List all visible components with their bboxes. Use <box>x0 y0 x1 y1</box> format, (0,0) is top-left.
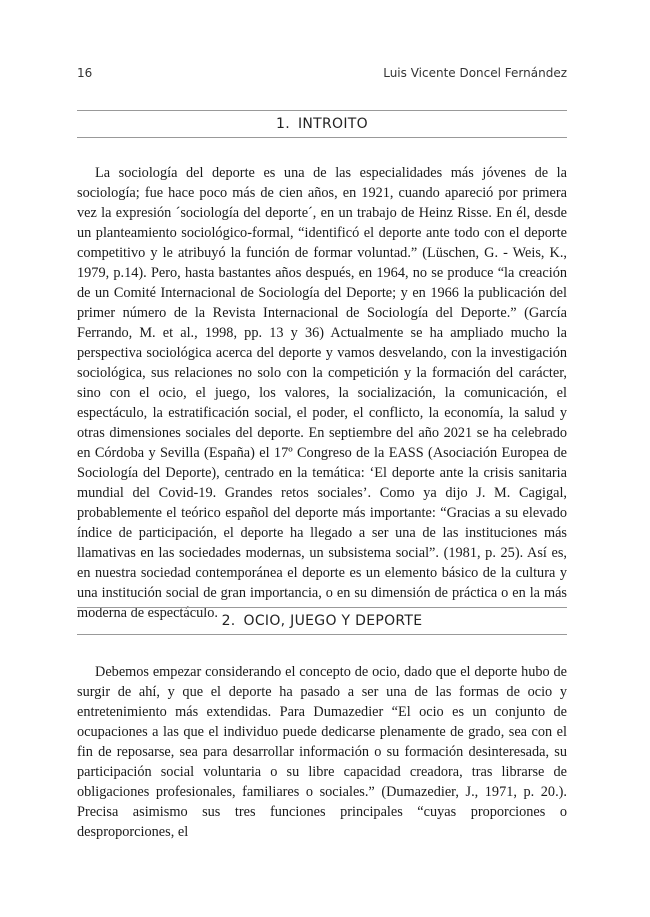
section-title: OCIO, JUEGO Y DEPORTE <box>243 613 423 629</box>
page-number: 16 <box>77 66 93 80</box>
section-heading-ocio <box>77 607 567 635</box>
body-paragraph-introito <box>77 163 567 623</box>
running-head-author: Luis Vicente Doncel Fernández <box>383 66 567 80</box>
section-title: INTROITO <box>297 116 368 132</box>
body-paragraph-ocio <box>77 662 567 842</box>
section-heading-introito <box>77 110 567 138</box>
section-number: 1. <box>276 116 290 132</box>
paragraph-text: La sociología del deporte es una de las especialidades más jóvenes de la sociología; fue hace poco más de cien años, en 1921, cuando apareció por primera vez la expresión ´sociología del deporte´, en un trabajo de Heinz Risse. En él, desde un planteamiento sociológico-formal, “identificó el deporte ante todo con el deporte competitivo y le atribuyó la función de formar voluntad.” (Lüschen, G. - Weis, K., 1979, p.14). Pero, hasta bastantes años después, en 1964, no se produce “la creación de un Comité Internacional de Sociología del Deporte; y en 1966 la publicación del primer número de la Revista Internacional de Sociología del Deporte.” (García Ferrando, M. et al., 1998, pp. 13 y 36) Actualmente se ha ampliado mucho la perspectiva sociológica acerca del deporte y vamos desvelando, con la investigación sociológica, sus relaciones no solo con la competición y la formación del carácter, sino con el ocio, el juego, los valores, la socialización, la comunicación, el espectáculo, la estratificación social, el poder, el conflicto, la economía, la salud y otras dimensiones sociales del deporte. En septiembre del año 2021 se ha celebrado en Córdoba y Sevilla (España) el 17º Congreso de la EASS (Asociación Europea de Sociología del Deporte), centrado en la temática: ‘El deporte ante la crisis sanitaria mundial del Covid-19. Grandes retos sociales’. Como ya dijo J. M. Cagigal, probablemente el teórico español del deporte más importante: “Gracias a su elevado índice de participación, el deporte ha llegado a ser una de las instituciones más llamativas en las sociedades modernas, un subsistema social”. (1981, p. 25). Así es, en nuestra sociedad contemporánea el deporte es un elemento básico de la cultura y una institución social de gran importancia, o en su dimensión de práctica o en la más moderna de espectáculo. <box>77 165 567 621</box>
section-number: 2. <box>221 613 236 629</box>
paragraph-text: Debemos empezar considerando el concepto de ocio, dado que el deporte hubo de surgir de ahí, y que el deporte ha pasado a ser una de las formas de ocio y entretenimiento más extendidas. Para Dumazedier “El ocio es un conjunto de ocupaciones a las que el individuo puede dedicarse plenamente de grado, sea con el fin de reposarse, sea para desarrollar información o su formación desinteresada, su participación social voluntaria o su libre capacidad creadora, tras librarse de obligaciones profesionales, familiares o sociales.” (Dumazedier, J., 1971, p. 20.). Precisa asimismo sus tres funciones principales “cuyas proporciones o desproporciones, el <box>77 664 567 840</box>
